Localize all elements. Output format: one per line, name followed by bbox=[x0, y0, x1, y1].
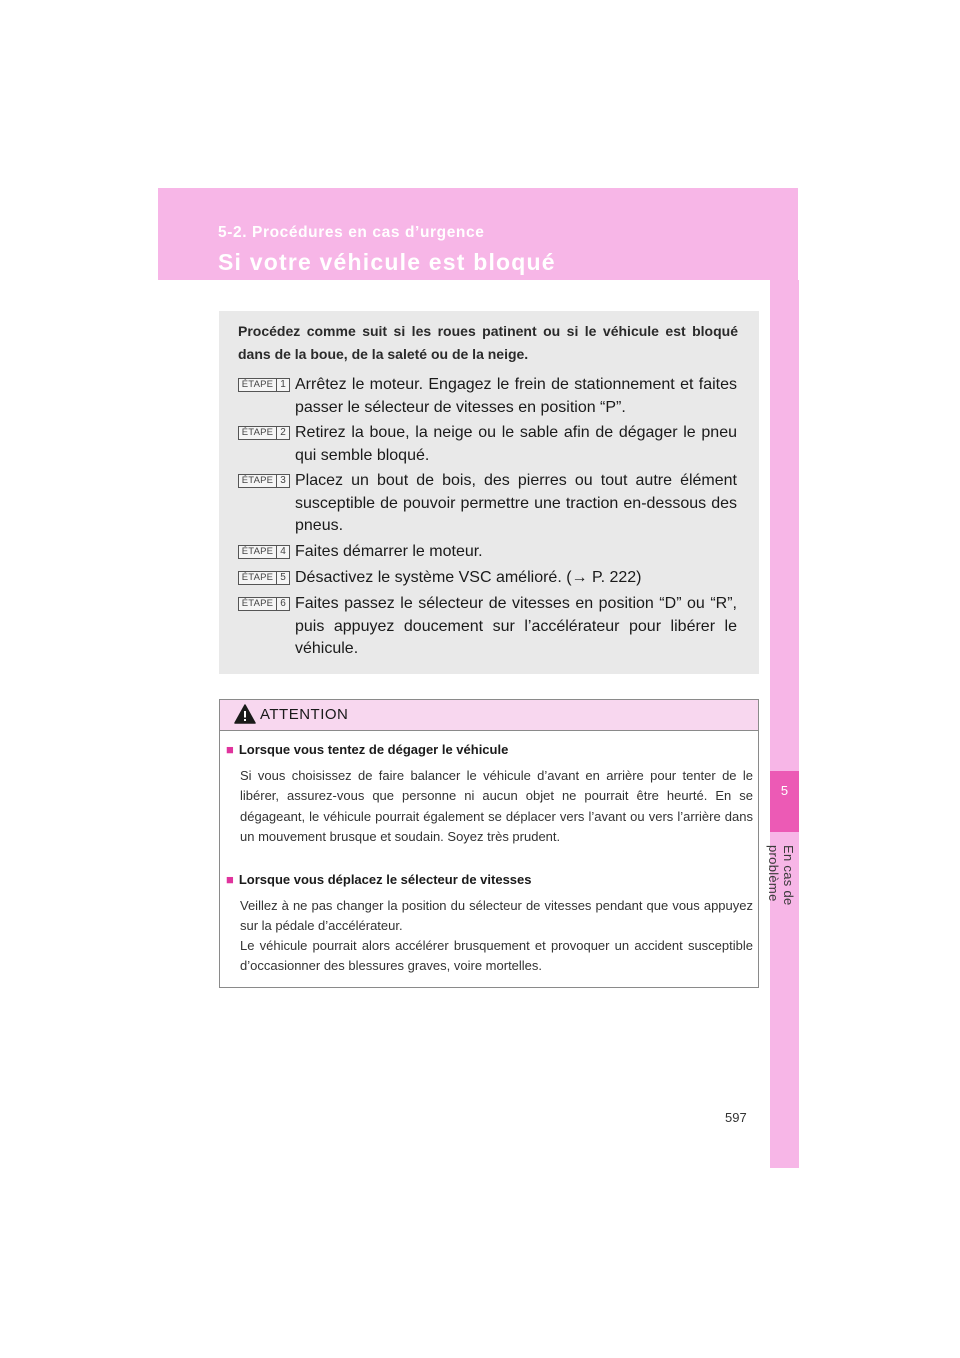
attention-box bbox=[219, 699, 759, 988]
warning-icon bbox=[234, 704, 256, 724]
attention-header bbox=[220, 700, 758, 731]
chapter-marker bbox=[770, 771, 799, 832]
step-badge: ÉTAPE 6 bbox=[238, 597, 290, 611]
bullet-square-icon: ■ bbox=[226, 872, 234, 887]
attention-paragraph-1: Si vous choisissez de faire balancer le véhicule d’avant en arrière pour tenter de le libérer, assurez-vous que personne ni aucun objet ne pourrait être heurté. En se dégageant, le véhicule pourrait également se déplacer vers l’avant ou vers l’arrière dans un mouvement brusque et soudain. Soyez très prudent. bbox=[240, 768, 753, 845]
step-badge: ÉTAPE 1 bbox=[238, 378, 290, 392]
attention-heading-2: ■ Lorsque vous déplacez le sélecteur de vitesses bbox=[226, 872, 532, 887]
procedure-intro: Procédez comme suit si les roues patinent ou si le véhicule est bloqué dans de la boue, de la saleté ou de la neige. bbox=[238, 323, 738, 362]
step-badge: ÉTAPE 2 bbox=[238, 426, 290, 440]
step-badge: ÉTAPE 3 bbox=[238, 474, 290, 488]
chapter-title: En cas de problème bbox=[766, 845, 796, 906]
step-text: Placez un bout de bois, des pierres ou tout autre élément susceptible de pouvoir permettre une traction en-dessous des pneus. bbox=[295, 472, 737, 534]
chapter-number: 5 bbox=[780, 783, 789, 798]
step-text: Arrêtez le moteur. Engagez le frein de stationnement et faites passer le sélecteur de vitesses en position “P”. bbox=[295, 376, 737, 416]
page-title: Si votre véhicule est bloqué bbox=[218, 249, 556, 275]
attention-paragraph-3: Le véhicule pourrait alors accélérer brusquement et provoquer un accident susceptible d’occasionner des blessures graves, voire mortelles. bbox=[240, 938, 753, 974]
step-text: Faites démarrer le moteur. bbox=[295, 543, 483, 560]
step-badge: ÉTAPE 5 bbox=[238, 571, 290, 585]
chapter-side-tab bbox=[766, 280, 799, 1168]
step-text: Retirez la boue, la neige ou le sable afin de dégager le pneu qui semble bloqué. bbox=[295, 424, 737, 464]
page-number: 597 bbox=[725, 1110, 747, 1125]
attention-heading-1: ■ Lorsque vous tentez de dégager le véhicule bbox=[226, 742, 509, 757]
step-badge: ÉTAPE 4 bbox=[238, 545, 290, 559]
step-text: Désactivez le système VSC amélioré. (→ P. 222) bbox=[295, 569, 642, 586]
attention-title: ATTENTION bbox=[260, 706, 349, 723]
step-text: Faites passez le sélecteur de vitesses en position “D” ou “R”, puis appuyez doucement sur l’accélérateur pour libérer le véhicule. bbox=[295, 595, 737, 657]
section-label: 5-2. Procédures en cas d’urgence bbox=[218, 224, 485, 241]
attention-paragraph-2: Veillez à ne pas changer la position du sélecteur de vitesses pendant que vous appuyez sur la pédale d’accélérateur. bbox=[240, 898, 753, 934]
bullet-square-icon: ■ bbox=[226, 742, 234, 757]
